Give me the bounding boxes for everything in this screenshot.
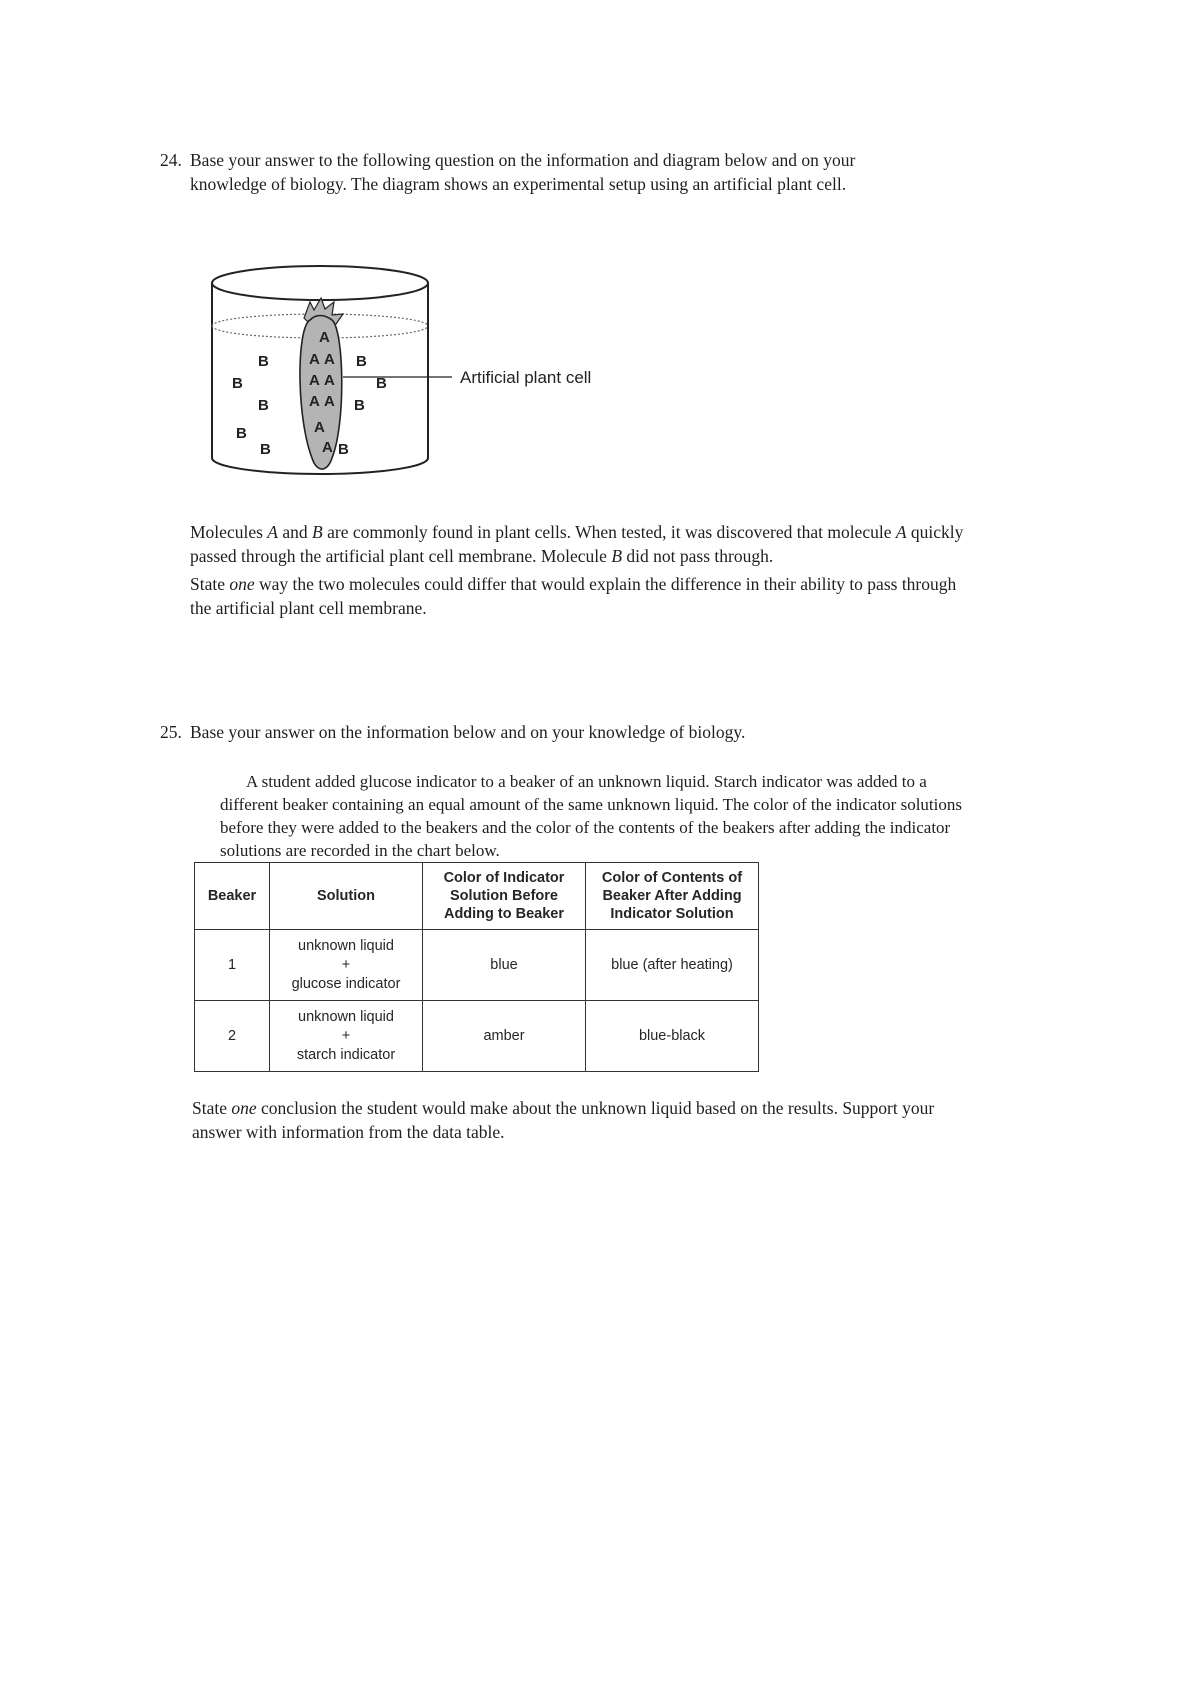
table-row (195, 930, 759, 1001)
column-header-color-before: Color of Indicator Solution Before Adding to Beaker (423, 863, 586, 930)
question-number: 25. (160, 722, 182, 742)
question-25-passage: A student added glucose indicator to a beaker of an unknown liquid. Starch indicator was added to a different beaker containing an equal amount of the same unknown liquid. The color of the indicator solutions before they were added to the beakers and the color of the contents of the beakers after adding the indicator solutions are recorded in the chart below. (220, 772, 962, 860)
molecule-a: A (309, 393, 320, 410)
molecule-b: B (232, 375, 243, 392)
question-24-stem (160, 148, 960, 196)
cell-beaker: 1 (195, 930, 270, 1001)
molecule-a: A (324, 351, 335, 368)
molecule-b: B (354, 397, 365, 414)
molecule-a: A (322, 439, 333, 456)
column-header-solution: Solution (270, 863, 423, 930)
molecule-b: B (258, 353, 269, 370)
molecule-b: B (236, 425, 247, 442)
column-header-beaker: Beaker (195, 863, 270, 930)
question-24-stem-line2: knowledge of biology. The diagram shows an experimental setup using an artificial plant cell. (190, 174, 847, 194)
molecule-a: A (324, 372, 335, 389)
cell-beaker: 2 (195, 1001, 270, 1072)
molecule-a: A (309, 351, 320, 368)
question-number: 24. (160, 150, 182, 170)
column-header-color-after: Color of Contents of Beaker After Adding Indicator Solution (586, 863, 759, 930)
indicator-data-table (194, 862, 759, 1072)
table-header-row (195, 863, 759, 930)
molecule-a: A (319, 329, 330, 346)
beaker-rim (212, 266, 428, 300)
cell-color-before: blue (423, 930, 586, 1001)
callout-label: Artificial plant cell (460, 368, 592, 387)
molecule-a: A (324, 393, 335, 410)
question-24-prompt: State one way the two molecules could differ that would explain the difference in their ability to pass through the artificial plant cell membrane. (190, 574, 957, 618)
question-24-information (190, 520, 980, 620)
molecule-a: A (309, 372, 320, 389)
question-24-info-paragraph: Molecules A and B are commonly found in plant cells. When tested, it was discovered that molecule A quickly passed through the artificial plant cell membrane. Molecule B did not pass through. (190, 522, 964, 566)
cell-color-after: blue-black (586, 1001, 759, 1072)
question-25-stem-text: Base your answer on the information below and on your knowledge of biology. (190, 722, 746, 742)
question-24-stem-line1: Base your answer to the following question on the information and diagram below and on your (190, 150, 856, 170)
molecule-b: B (338, 441, 349, 458)
molecule-b: B (356, 353, 367, 370)
molecule-a: A (314, 419, 325, 436)
cell-color-before: amber (423, 1001, 586, 1072)
molecule-b: B (260, 441, 271, 458)
molecule-b: B (376, 375, 387, 392)
table-row (195, 1001, 759, 1072)
artificial-plant-cell-diagram (210, 258, 630, 498)
cell-solution: unknown liquid + glucose indicator (270, 930, 423, 1001)
molecule-b: B (258, 397, 269, 414)
question-25-prompt: State one conclusion the student would make about the unknown liquid based on the results. Support your answer with information from the data table. (192, 1098, 935, 1142)
cell-solution: unknown liquid + starch indicator (270, 1001, 423, 1072)
question-25-stem (160, 720, 960, 744)
cell-color-after: blue (after heating) (586, 930, 759, 1001)
